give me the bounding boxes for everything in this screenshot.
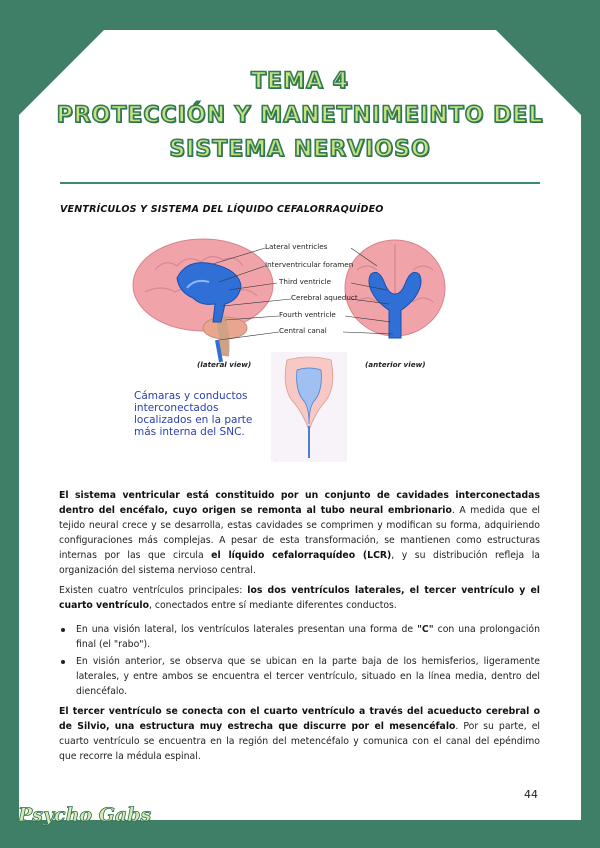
emphasis-text: El sistema ventricular está constituido por un conjunto de cavidades interconectadas dentro del encéfalo, cuyo origen se remonta al tubo neural embrionario [59,490,540,516]
emphasis-text: "C" [417,624,434,635]
body-text: En una visión lateral, los ventrículos laterales presentan una forma de [76,624,418,635]
label-interventricular-foramen: Interventricular foramen [265,260,354,269]
svg-text:.: . [275,456,277,461]
figure-note-line: localizados en la parte [134,414,253,426]
figure-note-line: Cámaras y conductos [134,390,248,402]
body-text: En visión anterior, se observa que se ubican en la parte baja de los hemisferios, ligeramente laterales, y entre ambos se encuentra el tercer ventrículo, situado en la línea media, dentro del diencéfalo. [76,656,540,697]
lateral-brain-illustration [133,239,273,362]
author-logo: Psycho Gabs [18,804,152,826]
label-cerebral-aqueduct: Cerebral aqueduct [291,293,358,302]
caption-anterior-view: (anterior view) [365,360,426,369]
paragraph-third-fourth-connection [59,704,540,764]
label-lateral-ventricles: Lateral ventricles [265,242,328,251]
bullet-list [59,622,540,701]
page-number: 44 [524,788,538,801]
label-third-ventricle: Third ventricle [279,277,331,286]
body-text: , conectados entre sí mediante diferentes conductos. [148,600,397,611]
list-item [59,654,540,699]
label-fourth-ventricle: Fourth ventricle [279,310,336,319]
caption-lateral-view: (lateral view) [197,360,252,369]
body-text: . A medida que el tejido neural crece y se desarrolla, estas cavidades se comprimen y modifican su forma, adquiriendo configuraciones más complejas. A pesar de esta transformación, se mantienen como estructuras internas por las que circula [59,505,541,561]
figure-note-line: más interna del SNC. [134,426,245,438]
figure-note [134,390,252,438]
list-item [59,622,540,652]
emphasis-text: los dos ventrículos laterales, el tercer ventrículo y el cuarto ventrículo [59,585,540,611]
figure-note-line: interconectados [134,402,219,414]
emphasis-text: El tercer ventrículo se conecta con el cuarto ventrículo a través del acueducto cerebral o de Silvio, una estructura muy estrecha que discurre por el mesencéfalo [59,706,540,732]
paragraph-ventricular-system [59,488,540,578]
body-text: Existen cuatro ventrículos principales: [59,585,248,596]
ventricle-diagram-small [271,352,347,462]
topic-title-line1: PROTECCIÓN Y MANETNIMEINTO DEL [56,103,544,128]
bullet-icon [61,628,65,632]
title-divider [60,182,540,184]
body-text: . Por su parte, el cuarto ventrículo se encuentra en la región del metencéfalo y comunica con el canal del epéndimo que recorre la médula espinal. [59,721,540,762]
label-central-canal: Central canal [279,326,327,335]
emphasis-text: el líquido cefalorraquídeo (LCR) [211,550,392,561]
body-text: , y su distribución refleja la organización del sistema nervioso central. [59,550,540,576]
bullet-icon [61,660,65,664]
topic-number: TEMA 4 [251,69,349,94]
section-heading: VENTRÍCULOS Y SISTEMA DEL LÍQUIDO CEFALORRAQUÍDEO [60,204,384,215]
topic-title-line2: SISTEMA NERVIOSO [169,137,431,162]
paragraph-four-ventricles [59,583,540,613]
body-text: con una prolongación final (el "rabo"). [76,624,540,650]
anterior-brain-illustration [345,240,445,338]
